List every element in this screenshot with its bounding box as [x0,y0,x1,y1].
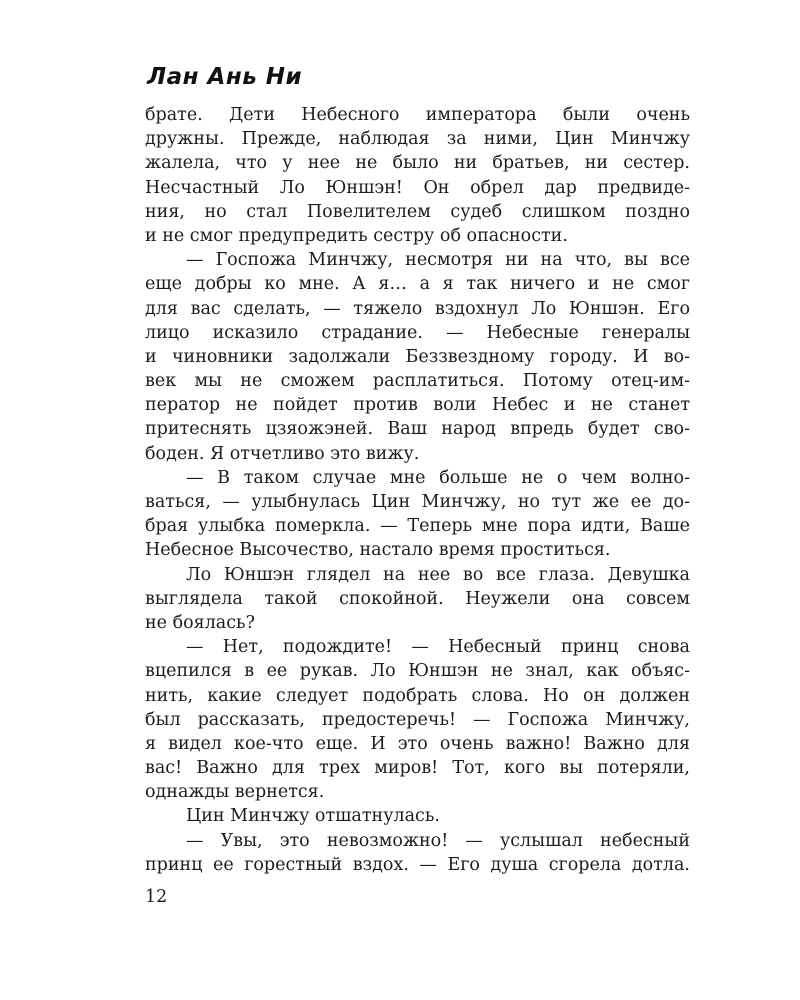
text-line: Несчастный Ло Юншэн! Он обрел дар предвиде- [145,177,690,198]
text-line: однажды вернется. [145,782,325,803]
text-line: нить, какие следует подобрать слова. Но он должен [145,685,690,706]
running-header: Лан Ань Ни [147,64,303,90]
text-line: я видел кое-что еще. И это очень важно! Важно для [145,733,690,754]
text-line: боден. Я отчетливо это вижу. [145,443,420,464]
text-line: был рассказать, предостеречь! — Госпожа Минчжу, [145,709,690,730]
text-line: вас! Важно для трех миров! Тот, кого вы потеряли, [145,758,690,779]
text-line: и чиновники задолжали Беззвездному городу. И во- [145,346,690,367]
text-line: век мы не сможем расплатиться. Потому отец-им- [145,371,690,392]
text-line: жалела, что у нее не было ни братьев, ни сестер. [145,153,690,174]
text-line: — В таком случае мне больше не о чем волно- [186,467,690,488]
text-line: Небесное Высочество, настало время проститься. [145,540,611,561]
text-line: Ло Юншэн глядел на нее во все глаза. Девушка [186,564,690,585]
text-line: еще добры ко мне. А я… а я так ничего и не смог [145,274,690,295]
text-line: — Нет, подождите! — Небесный принц снова [186,637,690,658]
text-line: вцепился в ее рукав. Ло Юншэн не знал, как объяс- [145,661,690,682]
text-line: притеснять цзяожэней. Ваш народ впредь будет сво- [145,419,690,440]
text-line: — Госпожа Минчжу, несмотря ни на что, вы все [186,250,690,271]
text-line: — Увы, это невозможно! — услышал небесный [186,830,690,851]
text-line: принц ее горестный вздох. — Его душа сгорела дотла. [145,854,690,875]
text-line: ваться, — улыбнулась Цин Минчжу, но тут же ее до- [145,492,690,512]
text-line: брате. Дети Небесного императора были очень [145,105,690,125]
page-number: 12 [145,887,168,907]
text-line: ния, но стал Повелителем судеб слишком поздно [145,201,690,222]
body-text [145,103,690,877]
text-line: не боялась? [145,612,255,633]
text-line: и не смог предупредить сестру об опасности. [145,225,568,246]
text-line: выглядела такой спокойной. Неужели она совсем [145,588,690,609]
text-line: Цин Минчжу отшатнулась. [186,806,440,827]
text-line: ператор не пойдет против воли Небес и не станет [145,395,690,416]
text-line: лицо исказило страдание. — Небесные генералы [145,322,690,343]
text-line: брая улыбка померкла. — Теперь мне пора идти, Ваше [145,516,690,537]
text-line: дружны. Прежде, наблюдая за ними, Цин Минчжу [145,129,690,150]
text-line: для вас сделать, — тяжело вздохнул Ло Юншэн. Его [145,298,690,319]
